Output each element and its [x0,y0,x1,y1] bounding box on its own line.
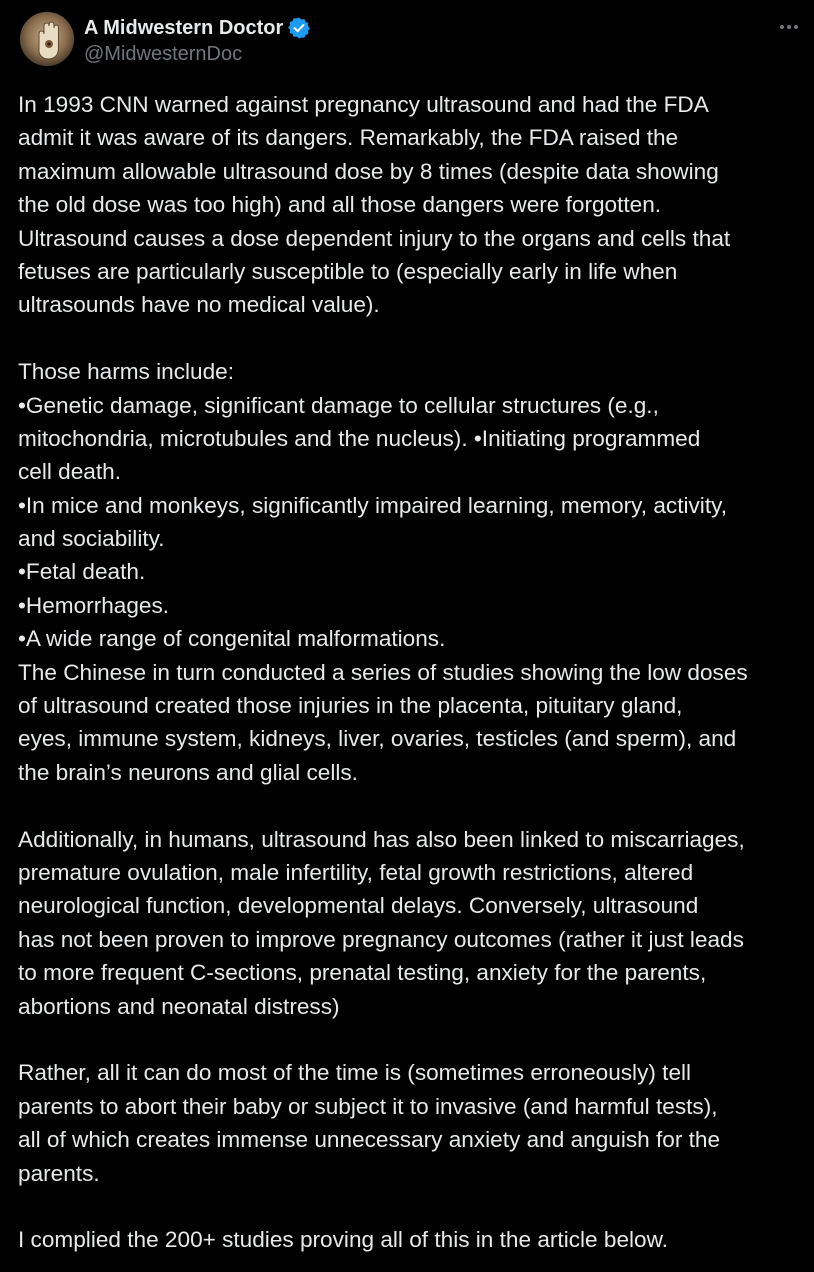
text-line: parents to abort their baby or subject it to invasive (and harmful tests), [18,1093,718,1119]
text-line: •In mice and monkeys, significantly impaired learning, memory, activity, [18,492,727,518]
text-line: cell death. [18,459,121,485]
text-line: •A wide range of congenital malformations. [18,626,446,652]
tweet-header [18,12,808,72]
paragraph-gap [18,1190,808,1223]
text-line: abortions and neonatal distress) [18,993,340,1019]
text-line: maximum allowable ultrasound dose by 8 times (despite data showing [18,158,719,184]
text-line: Additionally, in humans, ultrasound has also been linked to miscarriages, [18,826,745,852]
text-line: of ultrasound created those injuries in the placenta, pituitary gland, [18,693,683,719]
paragraph-gap [18,322,808,355]
author-names [84,15,310,66]
text-line: the old dose was too high) and all those dangers were forgotten. [18,192,662,218]
tweet-paragraph-5 [18,1223,808,1256]
tweet-paragraph-4 [18,1056,808,1190]
text-line: ultrasounds have no medical value). [18,292,380,318]
text-line: the brain’s neurons and glial cells. [18,759,358,785]
text-line: parents. [18,1160,100,1186]
text-line: eyes, immune system, kidneys, liver, ovaries, testicles (and sperm), and [18,726,737,752]
text-line: The Chinese in turn conducted a series of studies showing the low doses [18,659,748,685]
text-line: •Fetal death. [18,559,146,585]
paragraph-gap [18,789,808,822]
text-line: premature ovulation, male infertility, fetal growth restrictions, altered [18,859,694,885]
text-line: mitochondria, microtubules and the nucleus). •Initiating programmed [18,425,701,451]
text-line: •Hemorrhages. [18,592,170,618]
text-line: Those harms include: [18,359,234,385]
text-line: fetuses are particularly susceptible to (especially early in life when [18,258,678,284]
text-line: and sociability. [18,526,165,552]
text-line: all of which creates immense unnecessary anxiety and anguish for the [18,1127,721,1153]
text-line: In 1993 CNN warned against pregnancy ultrasound and had the FDA [18,92,709,117]
text-line: to more frequent C-sections, prenatal testing, anxiety for the parents, [18,960,707,986]
more-options-icon[interactable] [776,14,802,40]
text-line: I complied the 200+ studies proving all of this in the article below. [18,1227,668,1253]
tweet-paragraph-2 [18,355,808,789]
text-line: has not been proven to improve pregnancy outcomes (rather it just leads [18,926,744,952]
paragraph-gap [18,1023,808,1056]
author-handle[interactable]: @MidwesternDoc [84,43,243,65]
text-line: •Genetic damage, significant damage to cellular structures (e.g., [18,392,659,418]
text-line: Ultrasound causes a dose dependent injury to the organs and cells that [18,225,731,251]
avatar-hand-icon[interactable] [20,12,74,66]
tweet-paragraph-3 [18,823,808,1023]
tweet-paragraph-1 [18,88,808,322]
text-line: admit it was aware of its dangers. Remarkably, the FDA raised the [18,125,679,151]
text-line: neurological function, developmental delays. Conversely, ultrasound [18,893,699,919]
text-line: Rather, all it can do most of the time is (sometimes erroneously) tell [18,1060,692,1086]
author-display-name[interactable]: A Midwestern Doctor [84,16,284,39]
verified-badge-icon [288,17,310,39]
tweet-text [18,88,808,1257]
